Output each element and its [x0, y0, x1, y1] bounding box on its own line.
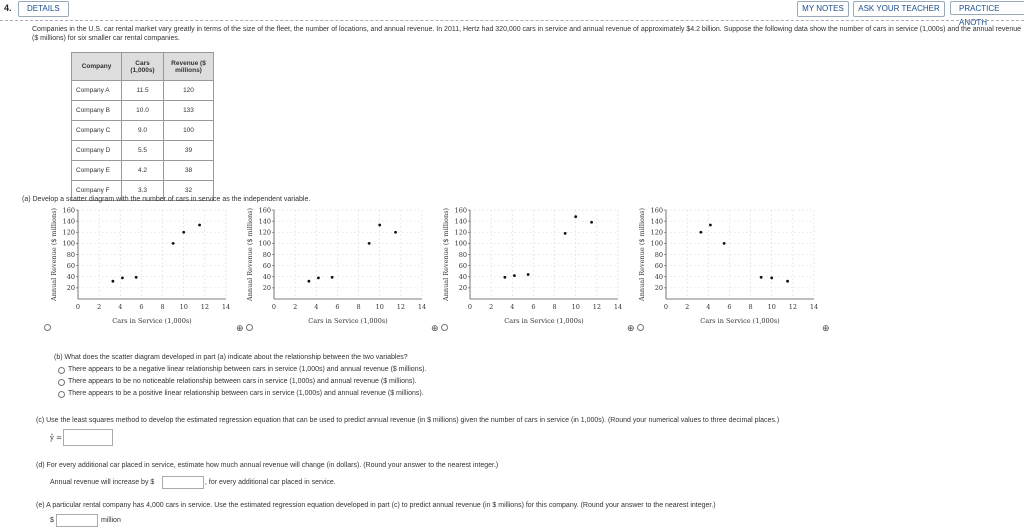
y-tick-label: 40 — [66, 273, 75, 282]
revenue-cell: 39 — [164, 141, 214, 161]
data-point — [786, 280, 789, 283]
data-point — [198, 224, 201, 227]
y-tick-label: 20 — [458, 284, 467, 293]
part-b-option-3-label: There appears to be a positive linear relationship between cars in service (1,000s) and annual revenue ($ millions). — [68, 390, 424, 397]
y-tick-label: 20 — [262, 284, 271, 293]
y-tick-label: 100 — [62, 239, 75, 248]
part-b-option-3-radio[interactable] — [58, 391, 65, 398]
x-tick-label: 2 — [685, 303, 690, 311]
practice-another-button[interactable]: PRACTICE ANOTH — [950, 1, 1024, 15]
plot-option-4-zoom-icon[interactable]: ⊕ — [822, 323, 830, 333]
x-axis-label: Cars in Service (1,000s) — [308, 317, 388, 325]
details-tab[interactable]: DETAILS — [18, 1, 69, 17]
y-tick-label: 60 — [262, 261, 271, 270]
x-tick-label: 14 — [809, 303, 819, 311]
y-tick-label: 100 — [454, 239, 467, 248]
plot-option-2-zoom-icon[interactable]: ⊕ — [431, 323, 439, 333]
y-axis-label: Annual Revenue ($ millions) — [442, 207, 450, 302]
intro-text: Companies in the U.S. car rental market vary greatly in terms of the size of the fleet, the number of locations, and annual revenue. In 2011, Hertz had 320,000 cars in service and annual revenue of approximately $4.2 billion. Suppose the following data show the number of cars in service (1,000s) and the annual revenue ($ millions) for six smaller car rental companies. — [32, 26, 1021, 42]
data-point — [172, 242, 175, 245]
table-row — [72, 121, 214, 141]
data-table — [71, 52, 214, 201]
plot-option-3-zoom-icon[interactable]: ⊕ — [627, 323, 635, 333]
revenue-cell: 100 — [164, 121, 214, 141]
y-tick-label: 60 — [66, 261, 75, 270]
table-header-revenue: Revenue ($ millions) — [164, 53, 214, 81]
x-tick-label: 14 — [417, 303, 427, 311]
my-notes-button[interactable]: MY NOTES — [797, 1, 849, 17]
x-tick-label: 0 — [663, 303, 669, 311]
y-tick-label: 100 — [650, 239, 663, 248]
part-b-prompt: (b) What does the scatter diagram developed in part (a) indicate about the relationship between the two variables? — [54, 354, 408, 361]
y-tick-label: 40 — [654, 273, 663, 282]
x-axis-label: Cars in Service (1,000s) — [504, 317, 584, 325]
data-point — [527, 273, 530, 276]
scatter-plot-option-1 — [40, 204, 236, 336]
y-tick-label: 120 — [62, 228, 75, 237]
data-point — [394, 231, 397, 234]
y-tick-label: 160 — [258, 206, 271, 215]
x-tick-label: 10 — [179, 303, 188, 311]
y-tick-label: 40 — [458, 273, 467, 282]
x-tick-label: 14 — [613, 303, 623, 311]
regression-equation-input[interactable] — [63, 429, 113, 446]
yhat-label: ŷ = — [50, 434, 63, 442]
y-tick-label: 80 — [66, 250, 75, 259]
y-tick-label: 20 — [654, 284, 663, 293]
y-axis-label: Annual Revenue ($ millions) — [638, 207, 646, 302]
plot-option-1-zoom-icon[interactable]: ⊕ — [236, 323, 244, 333]
x-tick-label: 6 — [335, 303, 340, 311]
part-b-option-2-radio[interactable] — [58, 379, 65, 386]
x-tick-label: 4 — [314, 303, 319, 311]
data-point — [770, 276, 773, 279]
y-tick-label: 40 — [262, 273, 271, 282]
part-e-prompt: (e) A particular rental company has 4,000 cars in service. Use the estimated regression equation developed in part (c) to predict annual revenue (in $ millions) for this company. (Round your answer to the nearest integer.) — [36, 502, 716, 509]
y-tick-label: 160 — [62, 206, 75, 215]
x-tick-label: 0 — [271, 303, 277, 311]
data-point — [590, 221, 593, 224]
data-point — [723, 242, 726, 245]
revenue-cell: 133 — [164, 101, 214, 121]
table-header-company: Company — [72, 53, 122, 81]
divider — [0, 20, 1024, 21]
x-tick-label: 4 — [510, 303, 515, 311]
part-e-unit: million — [101, 517, 121, 524]
x-tick-label: 2 — [293, 303, 298, 311]
x-tick-label: 12 — [592, 303, 601, 311]
table-row — [72, 141, 214, 161]
cars-cell: 5.5 — [122, 141, 164, 161]
data-point — [111, 280, 114, 283]
x-tick-label: 10 — [571, 303, 580, 311]
y-tick-label: 120 — [258, 228, 271, 237]
plot-option-4-radio[interactable] — [637, 324, 644, 331]
x-axis-label: Cars in Service (1,000s) — [700, 317, 780, 325]
x-tick-label: 0 — [75, 303, 81, 311]
data-point — [378, 224, 381, 227]
data-point — [574, 215, 577, 218]
x-tick-label: 8 — [160, 303, 165, 311]
y-tick-label: 140 — [454, 217, 467, 226]
y-tick-label: 120 — [650, 228, 663, 237]
data-point — [331, 276, 334, 279]
scatter-plot-option-2 — [236, 204, 432, 336]
x-tick-label: 4 — [118, 303, 123, 311]
y-tick-label: 80 — [458, 250, 467, 259]
data-point — [368, 242, 371, 245]
x-tick-label: 12 — [788, 303, 797, 311]
table-row — [72, 161, 214, 181]
data-point — [503, 276, 506, 279]
x-tick-label: 6 — [727, 303, 732, 311]
plot-option-2-radio[interactable] — [246, 324, 253, 331]
company-cell: Company C — [72, 121, 122, 141]
data-point — [564, 232, 567, 235]
plot-option-1-radio[interactable] — [44, 324, 51, 331]
cars-cell: 4.2 — [122, 161, 164, 181]
y-tick-label: 160 — [650, 206, 663, 215]
data-point — [760, 276, 763, 279]
x-tick-label: 4 — [706, 303, 711, 311]
x-tick-label: 12 — [200, 303, 209, 311]
company-cell: Company D — [72, 141, 122, 161]
revenue-cell: 120 — [164, 81, 214, 101]
y-tick-label: 140 — [62, 217, 75, 226]
part-b-option-1-label: There appears to be a negative linear relationship between cars in service (1,000s) and annual revenue ($ millions). — [68, 366, 427, 373]
part-d-prompt: (d) For every additional car placed in service, estimate how much annual revenue will change (in dollars). (Round your answer to the nearest integer.) — [36, 462, 499, 469]
cars-cell: 9.0 — [122, 121, 164, 141]
company-cell: Company E — [72, 161, 122, 181]
y-tick-label: 140 — [650, 217, 663, 226]
x-tick-label: 2 — [489, 303, 494, 311]
data-point — [699, 231, 702, 234]
y-tick-label: 80 — [262, 250, 271, 259]
ask-teacher-button[interactable]: ASK YOUR TEACHER — [853, 1, 945, 17]
question-number: 4. — [4, 3, 12, 13]
y-tick-label: 60 — [654, 261, 663, 270]
part-c-prompt: (c) Use the least squares method to develop the estimated regression equation that can be used to predict annual revenue (in $ millions) given the number of cars in service (in 1,000s). (Round your numerical values to three decimal places.) — [36, 417, 780, 424]
part-d-suffix: , for every additional car placed in service. — [205, 479, 336, 486]
part-b-option-2-label: There appears to be no noticeable relationship between cars in service (1,000s) and annual revenue ($ millions). — [68, 378, 417, 385]
table-header-cars: Cars (1,000s) — [122, 53, 164, 81]
y-axis-label: Annual Revenue ($ millions) — [50, 207, 58, 302]
scatter-plot-option-4 — [628, 204, 824, 336]
scatter-plot-option-3 — [432, 204, 628, 336]
part-b-option-1-radio[interactable] — [58, 367, 65, 374]
cars-cell: 11.5 — [122, 81, 164, 101]
cars-cell: 10.0 — [122, 101, 164, 121]
company-cell: Company A — [72, 81, 122, 101]
revenue-increase-input[interactable] — [162, 476, 204, 489]
x-tick-label: 14 — [221, 303, 231, 311]
data-point — [709, 224, 712, 227]
data-point — [135, 276, 138, 279]
revenue-cell: 32 — [164, 181, 214, 201]
data-point — [121, 276, 124, 279]
table-row — [72, 101, 214, 121]
company-cell: Company F — [72, 181, 122, 201]
y-tick-label: 120 — [454, 228, 467, 237]
y-tick-label: 80 — [654, 250, 663, 259]
x-tick-label: 12 — [396, 303, 405, 311]
x-tick-label: 8 — [552, 303, 557, 311]
plot-option-3-radio[interactable] — [441, 324, 448, 331]
data-point — [317, 276, 320, 279]
x-tick-label: 2 — [97, 303, 102, 311]
part-e-dollar: $ — [50, 517, 54, 524]
y-tick-label: 20 — [66, 284, 75, 293]
y-tick-label: 60 — [458, 261, 467, 270]
part-d-prefix: Annual revenue will increase by $ — [50, 479, 155, 486]
x-tick-label: 8 — [356, 303, 361, 311]
x-tick-label: 8 — [748, 303, 753, 311]
table-row — [72, 81, 214, 101]
x-tick-label: 10 — [767, 303, 776, 311]
x-tick-label: 6 — [139, 303, 144, 311]
y-tick-label: 160 — [454, 206, 467, 215]
y-tick-label: 140 — [258, 217, 271, 226]
x-tick-label: 10 — [375, 303, 384, 311]
x-tick-label: 0 — [467, 303, 473, 311]
revenue-cell: 38 — [164, 161, 214, 181]
part-a-prompt: (a) Develop a scatter diagram with the number of cars in service as the independent variable. — [22, 196, 311, 203]
x-tick-label: 6 — [531, 303, 536, 311]
data-point — [307, 280, 310, 283]
x-axis-label: Cars in Service (1,000s) — [112, 317, 192, 325]
y-tick-label: 100 — [258, 239, 271, 248]
predicted-revenue-input[interactable] — [56, 514, 98, 527]
data-point — [513, 274, 516, 277]
company-cell: Company B — [72, 101, 122, 121]
data-point — [182, 231, 185, 234]
y-axis-label: Annual Revenue ($ millions) — [246, 207, 254, 302]
cars-cell: 3.3 — [122, 181, 164, 201]
